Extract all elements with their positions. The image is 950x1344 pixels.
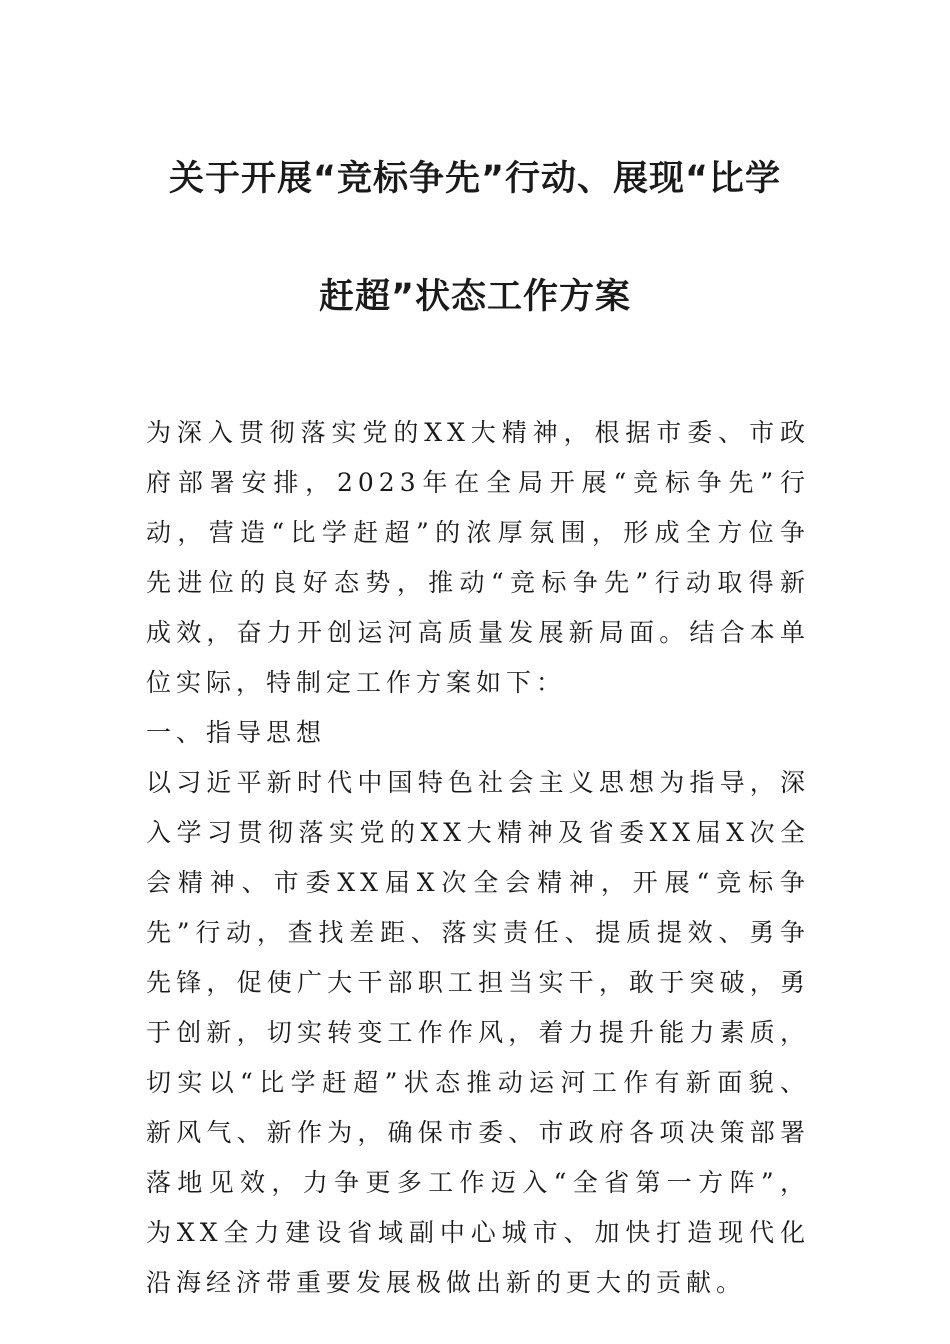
document-title-line-1: 关于开展“竞标争先”行动、展现“比学 — [168, 159, 781, 199]
section-heading-guiding-ideology: 一、指导思想 — [146, 718, 327, 747]
document-title-line-2: 赶超”状态工作方案 — [318, 277, 631, 317]
section-paragraph-guiding-ideology: 以习近平新时代中国特色社会主义思想为指导，深入学习贯彻落实党的XX大精神及省委XX届X次全会精神、市委XX届X次全会精神，开展“竞标争先”行动，查找差距、落实责任、提质提效、勇争先锋，促使广大干部职工担当实干，敢于突破，勇于创新，切实转变工作作风，着力提升能力素质，切实以“比学赶超”状态推动运河工作有新面貌、新风气、新作为，确保市委、市政府各项决策部署落地见效，力争更多工作迈入“全省第一方阵”，为XX全力建设省域副中心城市、加快打造现代化沿海经济带重要发展极做出新的更大的贡献。 — [146, 768, 810, 1297]
document-body — [146, 408, 810, 1308]
intro-paragraph: 为深入贯彻落实党的XX大精神，根据市委、市政府部署安排，2023年在全局开展“竞标争先”行动，营造“比学赶超”的浓厚氛围，形成全方位争先进位的良好态势，推动“竞标争先”行动取得新成效，奋力开创运河高质量发展新局面。结合本单位实际，特制定工作方案如下： — [146, 418, 810, 697]
